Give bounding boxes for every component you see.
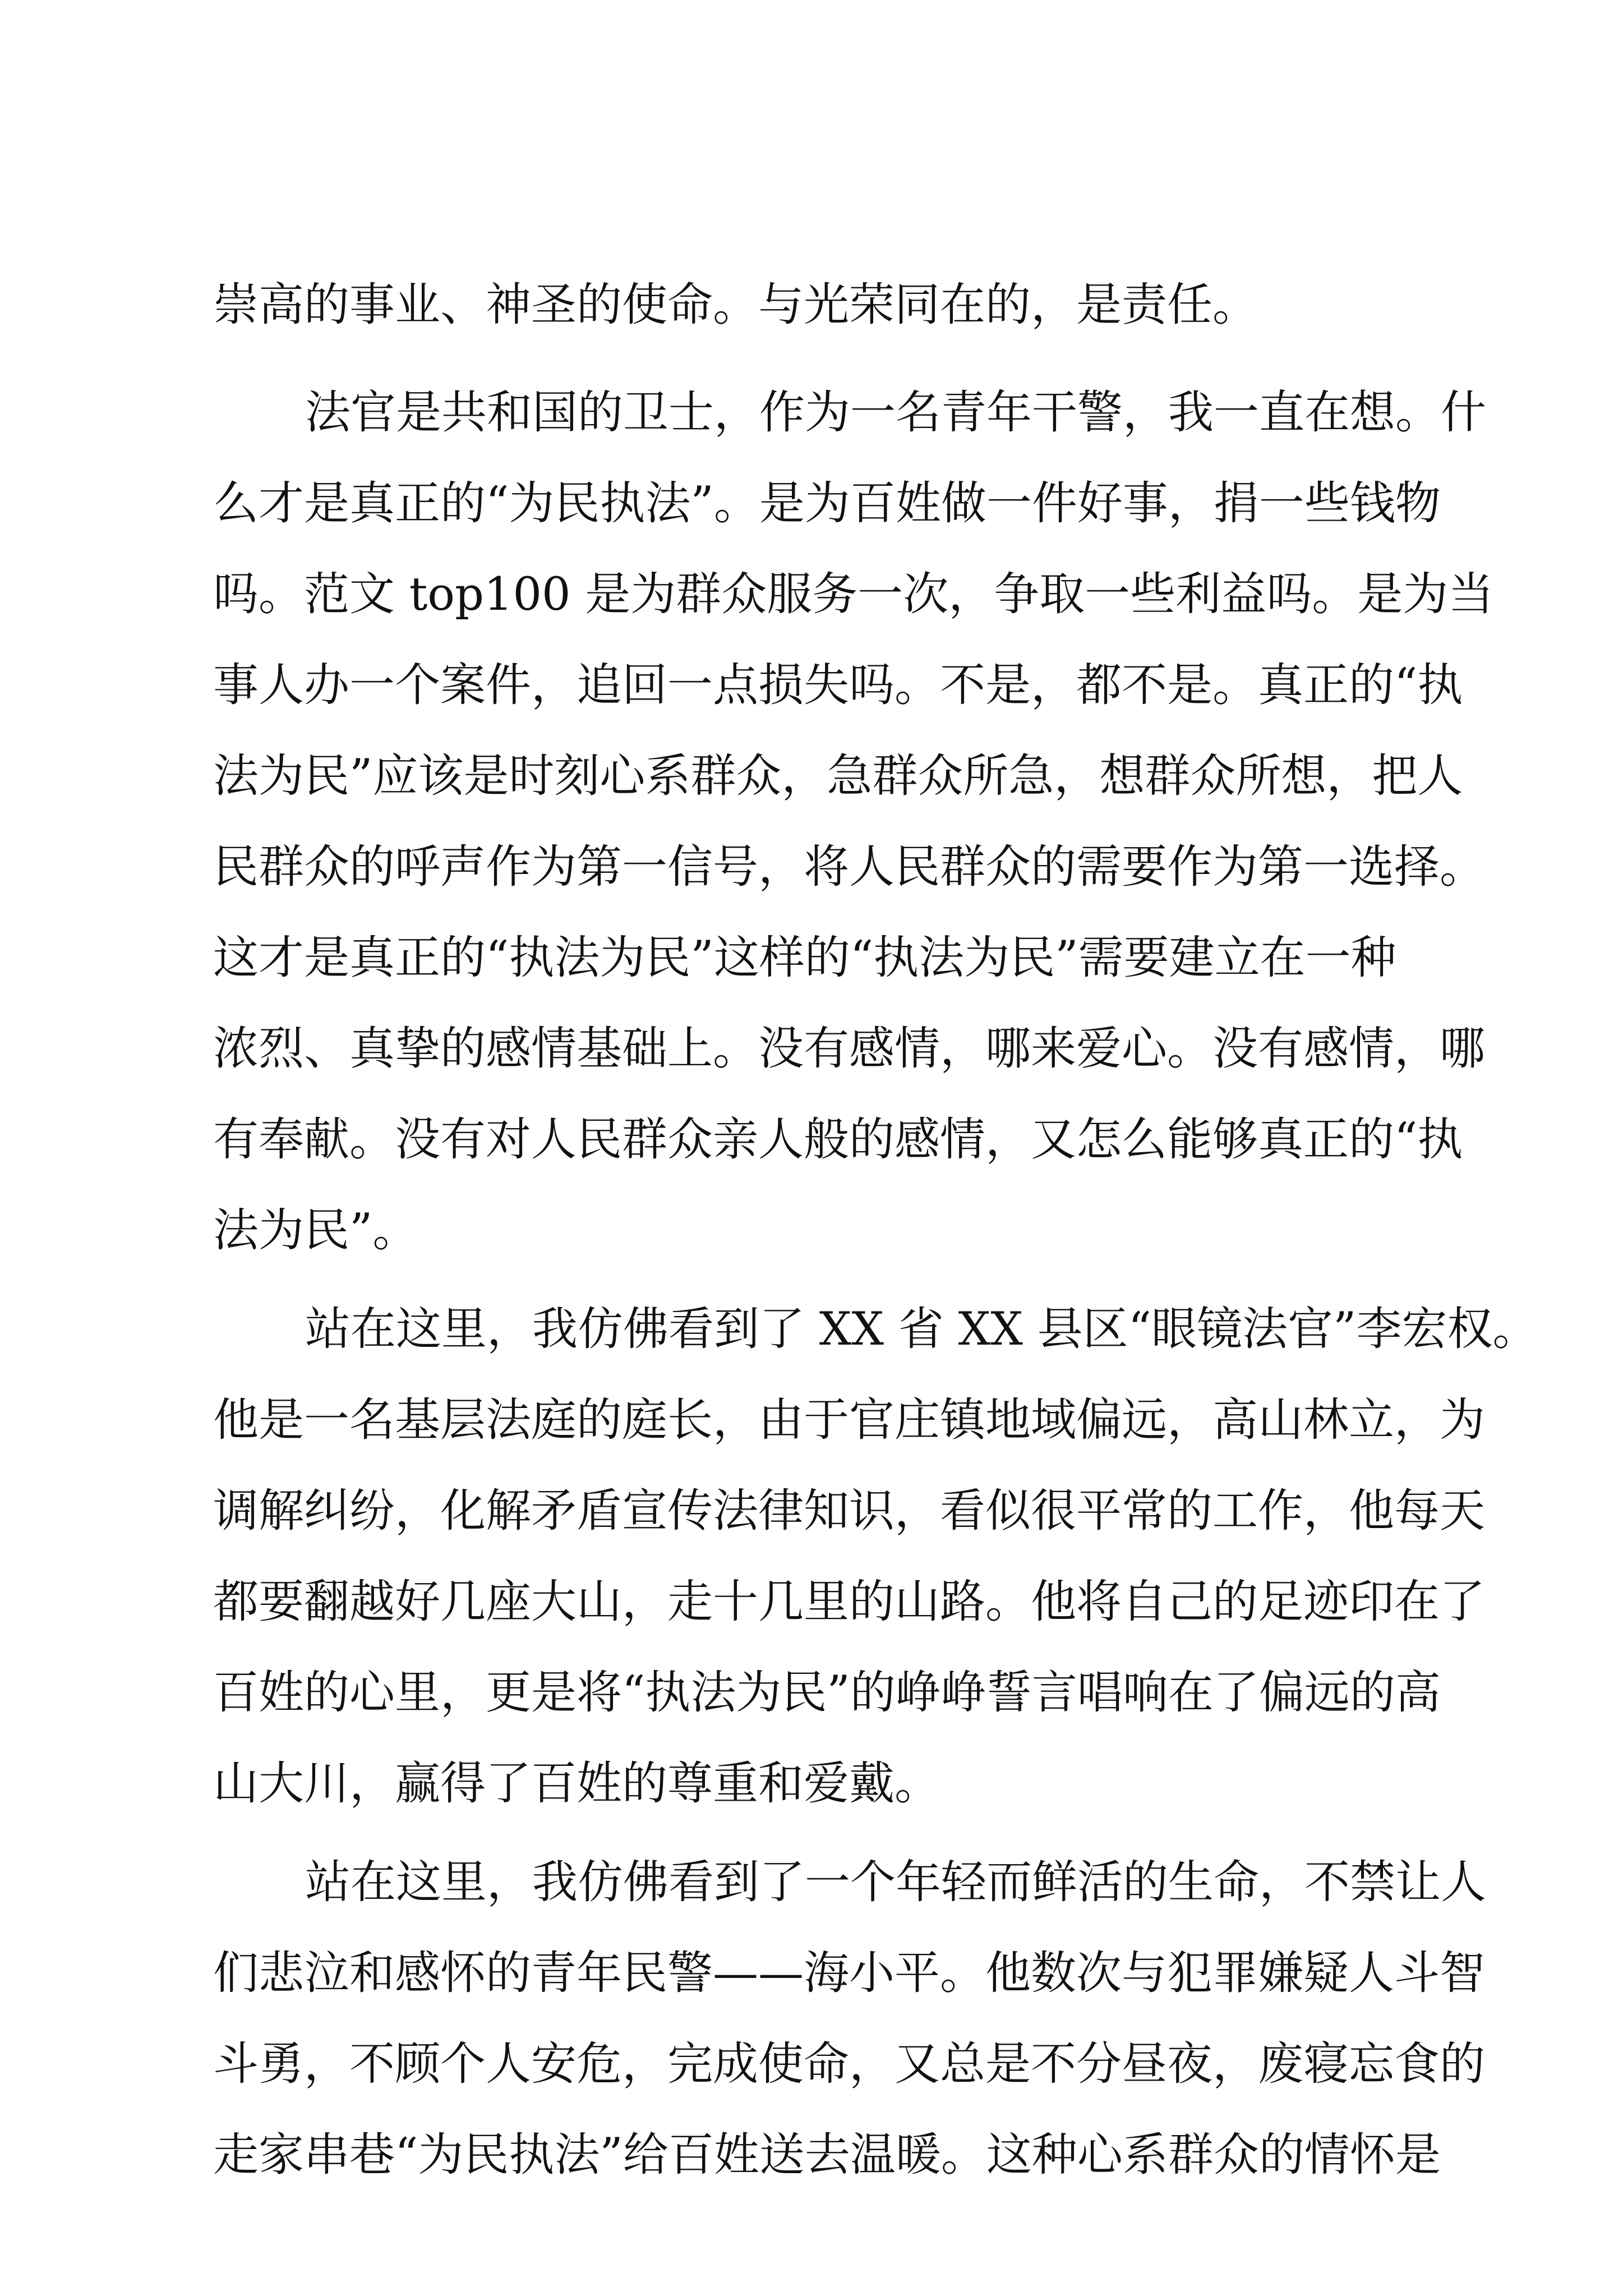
text-line: 么才是真正的“为民执法”。是为百姓做一件好事，捐一些钱物 (213, 477, 1441, 530)
text-line: 法为民”。 (213, 1204, 418, 1257)
paragraph-first-line: 站在这里，我仿佛看到了 XX 省 XX 县区“眼镜法官”李宏权。 (305, 1303, 1538, 1356)
paragraph-first-line: 站在这里，我仿佛看到了一个年轻而鲜活的生命，不禁让人 (305, 1856, 1487, 1909)
text-line: 斗勇，不顾个人安危，完成使命，又总是不分昼夜，废寝忘食的 (213, 2038, 1486, 2091)
text-line: 他是一名基层法庭的庭长，由于官庄镇地域偏远，高山林立，为 (213, 1394, 1486, 1447)
text-line: 民群众的呼声作为第一信号，将人民群众的需要作为第一选择。 (213, 841, 1486, 894)
text-line: 事人办一个案件，追回一点损失吗。不是，都不是。真正的“执 (213, 659, 1463, 712)
text-line: 们悲泣和感怀的青年民警——海小平。他数次与犯罪嫌疑人斗智 (213, 1947, 1486, 2000)
text-line: 都要翻越好几座大山，走十几里的山路。他将自己的足迹印在了 (213, 1576, 1486, 1628)
text-line: 调解纠纷，化解矛盾宣传法律知识，看似很平常的工作，他每天 (213, 1485, 1486, 1538)
text-line: 这才是真正的“执法为民”这样的“执法为民”需要建立在一种 (213, 932, 1396, 984)
text-line: 法为民”应该是时刻心系群众，急群众所急，想群众所想，把人 (213, 750, 1463, 803)
text-line: 有奉献。没有对人民群众亲人般的感情，又怎么能够真正的“执 (213, 1114, 1463, 1166)
text-line: 百姓的心里，更是将“执法为民”的峥峥誓言唱响在了偏远的高 (213, 1667, 1441, 1719)
text-line: 吗。范文 top100 是为群众服务一次，争取一些利益吗。是为当 (213, 568, 1494, 621)
text-line: 崇高的事业、神圣的使命。与光荣同在的，是责任。 (213, 279, 1258, 332)
text-line: 浓烈、真挚的感情基础上。没有感情，哪来爱心。没有感情，哪 (213, 1023, 1486, 1075)
text-line: 走家串巷“为民执法”给百姓送去温暖。这种心系群众的情怀是 (213, 2129, 1441, 2182)
paragraph-first-line: 法官是共和国的卫士，作为一名青年干警，我一直在想。什 (305, 386, 1487, 439)
text-line: 山大川，赢得了百姓的尊重和爱戴。 (213, 1757, 940, 1810)
